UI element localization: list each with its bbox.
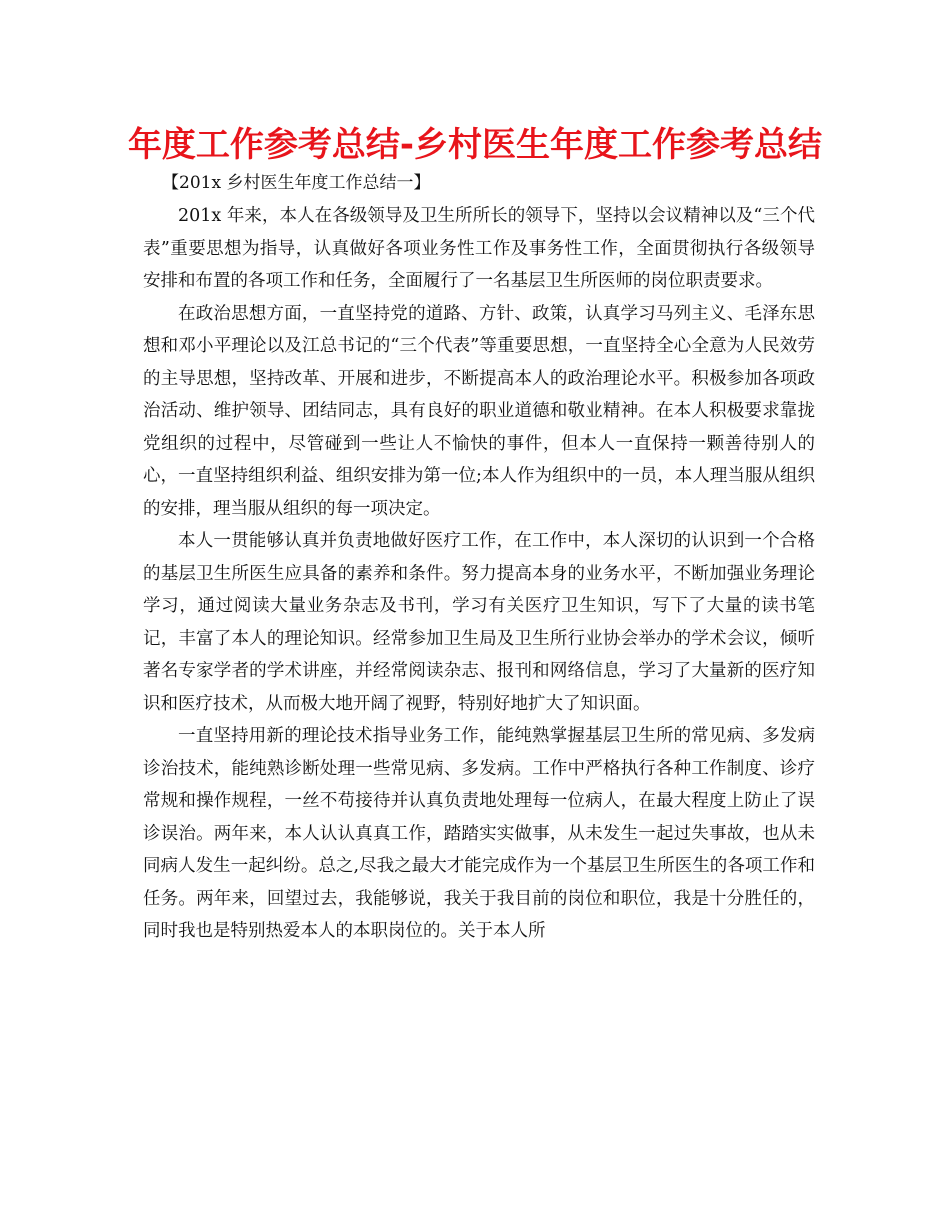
paragraph: 201x 年来，本人在各级领导及卫生所所长的领导下，坚持以会议精神以及“三个代表”重要思想为指导，认真做好各项业务性工作及事务性工作，全面贯彻执行各级领导安排和布置的各项工作和任务，全面履行了一名基层卫生所医师的岗位职责要求。 xyxy=(143,206,815,291)
document-body xyxy=(143,200,815,948)
paragraph: 本人一贯能够认真并负责地做好医疗工作，在工作中，本人深切的认识到一个合格的基层卫生所医生应具备的素养和条件。努力提高本身的业务水平，不断加强业务理论学习，通过阅读大量业务杂志及书刊，学习有关医疗卫生知识，写下了大量的读书笔记，丰富了本人的理论知识。经常参加卫生局及卫生所行业协会举办的学术会议，倾听著名专家学者的学术讲座，并经常阅读杂志、报刊和网络信息，学习了大量新的医疗知识和医疗技术，从而极大地开阔了视野，特别好地扩大了知识面。 xyxy=(143,531,815,714)
paragraph: 在政治思想方面，一直坚持党的道路、方针、政策，认真学习马列主义、毛泽东思想和邓小平理论以及江总书记的“三个代表”等重要思想，一直坚持全心全意为人民效劳的主导思想，坚持改革、开展和进步，不断提高本人的政治理论水平。积极参加各项政治活动、维护领导、团结同志，具有良好的职业道德和敬业精神。在本人积极要求靠拢党组织的过程中，尽管碰到一些让人不愉快的事件，但本人一直保持一颗善待别人的心，一直坚持组织利益、组织安排为第一位;本人作为组织中的一员，本人理当服从组织的安排，理当服从组织的每一项决定。 xyxy=(143,303,815,519)
paragraph: 一直坚持用新的理论技术指导业务工作，能纯熟掌握基层卫生所的常见病、多发病诊治技术，能纯熟诊断处理一些常见病、多发病。工作中严格执行各种工作制度、诊疗常规和操作规程，一丝不苟接待并认真负责地处理每一位病人，在最大程度上防止了误诊误治。两年来，本人认认真真工作，踏踏实实做事，从未发生一起过失事故，也从未同病人发生一起纠纷。总之,尽我之最大才能完成作为一个基层卫生所医生的各项工作和任务。两年来，回望过去，我能够说，我关于我目前的岗位和职位，我是十分胜任的，同时我也是特别热爱本人的本职岗位的。关于本人所 xyxy=(143,726,815,941)
document-subtitle: 【201x 乡村医生年度工作总结一】 xyxy=(162,173,431,193)
document-title: 年度工作参考总结-乡村医生年度工作参考总结 xyxy=(127,125,823,165)
